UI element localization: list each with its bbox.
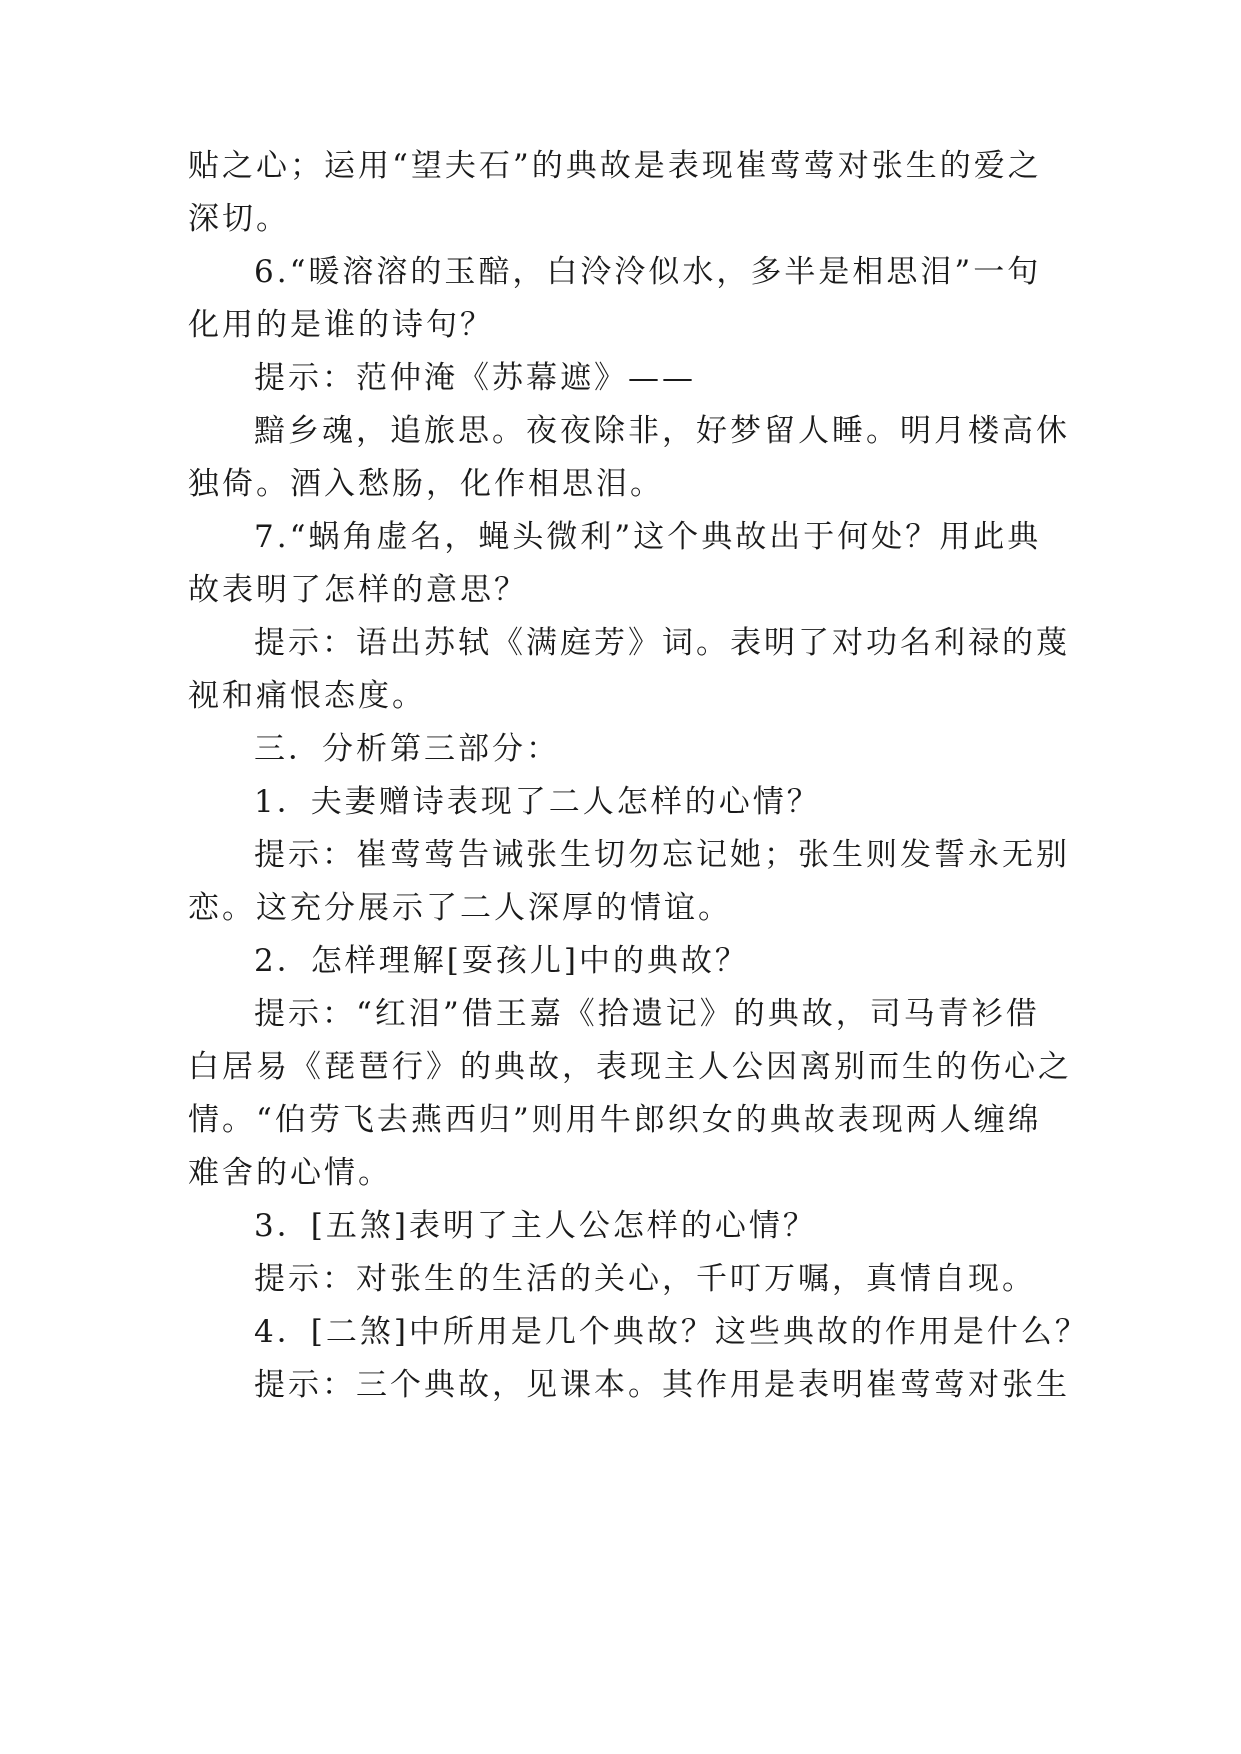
question-line: 7.“蜗角虚名，蝇头微利”这个典故出于何处？用此典 [254,519,1042,555]
question-line: 3．[五煞]表明了主人公怎样的心情？ [254,1208,817,1244]
poem-line: 独倚。酒入愁肠，化作相思泪。 [188,466,664,502]
paragraph-line: 情。“伯劳飞去燕西归”则用牛郎织女的典故表现两人缠绵 [188,1102,1042,1138]
hint-line: 提示：崔莺莺告诫张生切勿忘记她；张生则发誓永无别 [254,837,1070,873]
section-heading: 三．分析第三部分： [254,731,560,767]
poem-line: 黯乡魂，追旅思。夜夜除非，好梦留人睡。明月楼高休 [254,413,1070,449]
question-line: 6.“暖溶溶的玉醅，白泠泠似水，多半是相思泪”一句 [254,254,1042,290]
hint-line: 提示：语出苏轼《满庭芳》词。表明了对功名利禄的蔑 [254,625,1070,661]
question-line: 1．夫妻赠诗表现了二人怎样的心情？ [254,784,821,820]
hint-line: 提示：三个典故，见课本。其作用是表明崔莺莺对张生 [254,1367,1070,1403]
hint-line: 提示：对张生的生活的关心，千叮万嘱，真情自现。 [254,1261,1036,1297]
paragraph-line: 视和痛恨态度。 [188,678,426,714]
question-line: 4．[二煞]中所用是几个典故？这些典故的作用是什么？ [254,1314,1089,1350]
paragraph-line: 故表明了怎样的意思？ [188,572,528,608]
paragraph-line: 难舍的心情。 [188,1155,392,1191]
paragraph-line: 白居易《琵琶行》的典故，表现主人公因离别而生的伤心之 [188,1049,1072,1085]
question-line: 2．怎样理解[耍孩儿]中的典故？ [254,943,749,979]
paragraph-line: 恋。这充分展示了二人深厚的情谊。 [188,890,732,926]
paragraph-line: 深切。 [188,201,290,237]
hint-line: 提示：“红泪”借王嘉《拾遗记》的典故，司马青衫借 [254,996,1040,1032]
paragraph-line: 化用的是谁的诗句？ [188,307,494,343]
hint-line: 提示：范仲淹《苏幕遮》—— [254,360,696,396]
paragraph-line: 贴之心；运用“望夫石”的典故是表现崔莺莺对张生的爱之 [188,148,1042,184]
